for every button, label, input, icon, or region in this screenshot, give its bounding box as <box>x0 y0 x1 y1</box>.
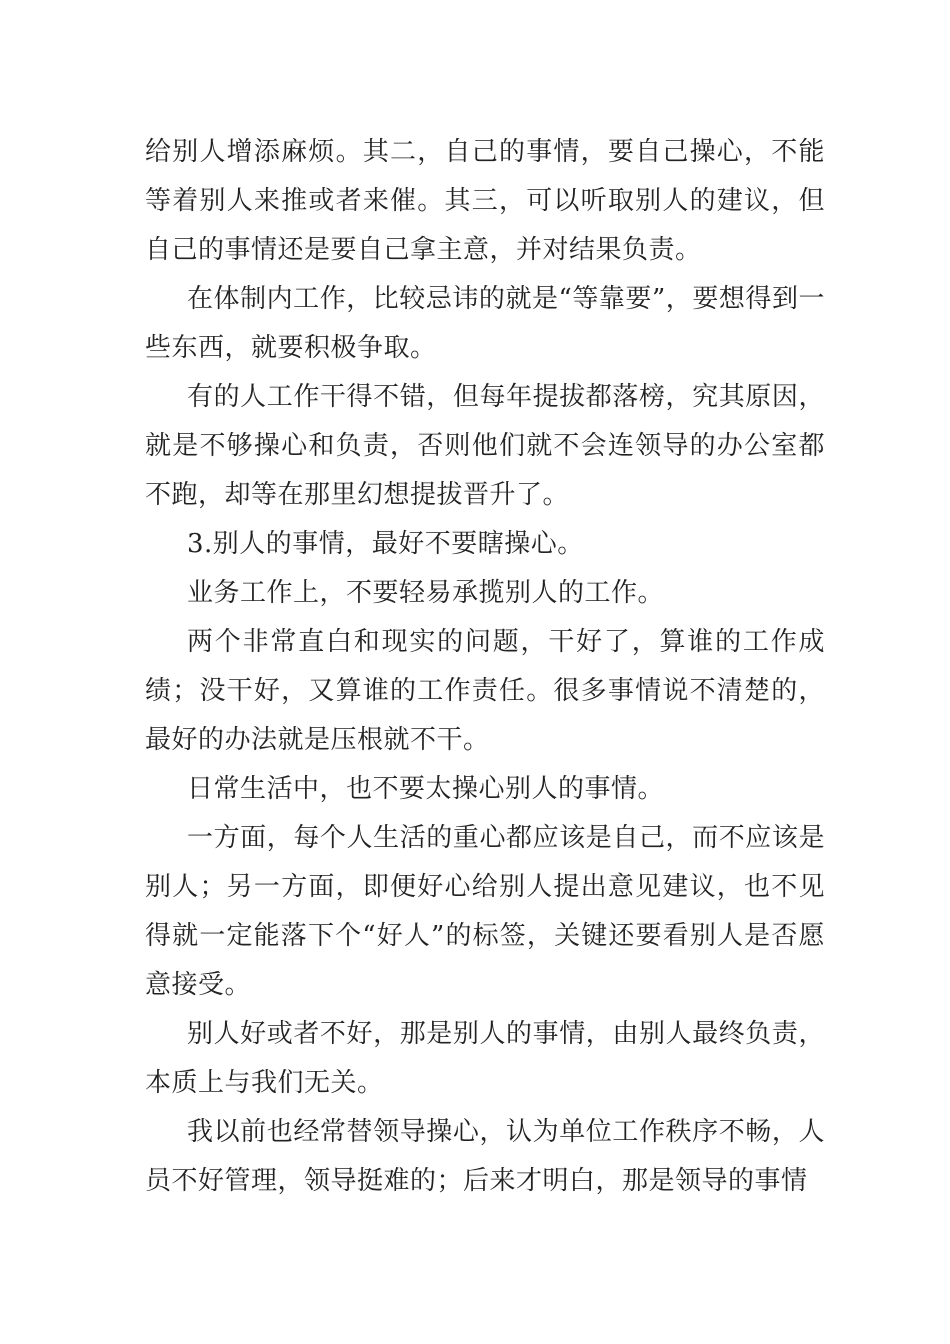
paragraph: 业务工作上，不要轻易承揽别人的工作。 <box>187 578 665 608</box>
paragraph-continuation: 给别人增添麻烦。其二，自己的事情，要自己操心，不能等着别人来推或者来催。其三，可以听取别人的建议，但自己的事情还是要自己拿主意，并对结果负责。 <box>145 137 825 265</box>
section-heading: 3.别人的事情，最好不要瞎操心。 <box>187 529 584 559</box>
paragraph: 有的人工作干得不错，但每年提拔都落榜，究其原因，就是不够操心和负责，否则他们就不会连领导的办公室都不跑，却等在那里幻想提拔晋升了。 <box>145 382 825 510</box>
paragraph: 我以前也经常替领导操心，认为单位工作秩序不畅，人员不好管理，领导挺难的；后来才明白，那是领导的事情 <box>145 1117 825 1196</box>
paragraph: 在体制内工作，比较忌讳的就是“等靠要”，要想得到一些东西，就要积极争取。 <box>145 284 825 363</box>
document-body <box>145 128 825 1206</box>
paragraph: 两个非常直白和现实的问题，干好了，算谁的工作成绩；没干好，又算谁的工作责任。很多事情说不清楚的，最好的办法就是压根就不干。 <box>145 627 825 755</box>
paragraph: 日常生活中，也不要太操心别人的事情。 <box>187 774 665 804</box>
paragraph: 一方面，每个人生活的重心都应该是自己，而不应该是别人；另一方面，即便好心给别人提出意见建议，也不见得就一定能落下个“好人”的标签，关键还要看别人是否愿意接受。 <box>145 823 825 1000</box>
paragraph: 别人好或者不好，那是别人的事情，由别人最终负责，本质上与我们无关。 <box>145 1019 825 1098</box>
